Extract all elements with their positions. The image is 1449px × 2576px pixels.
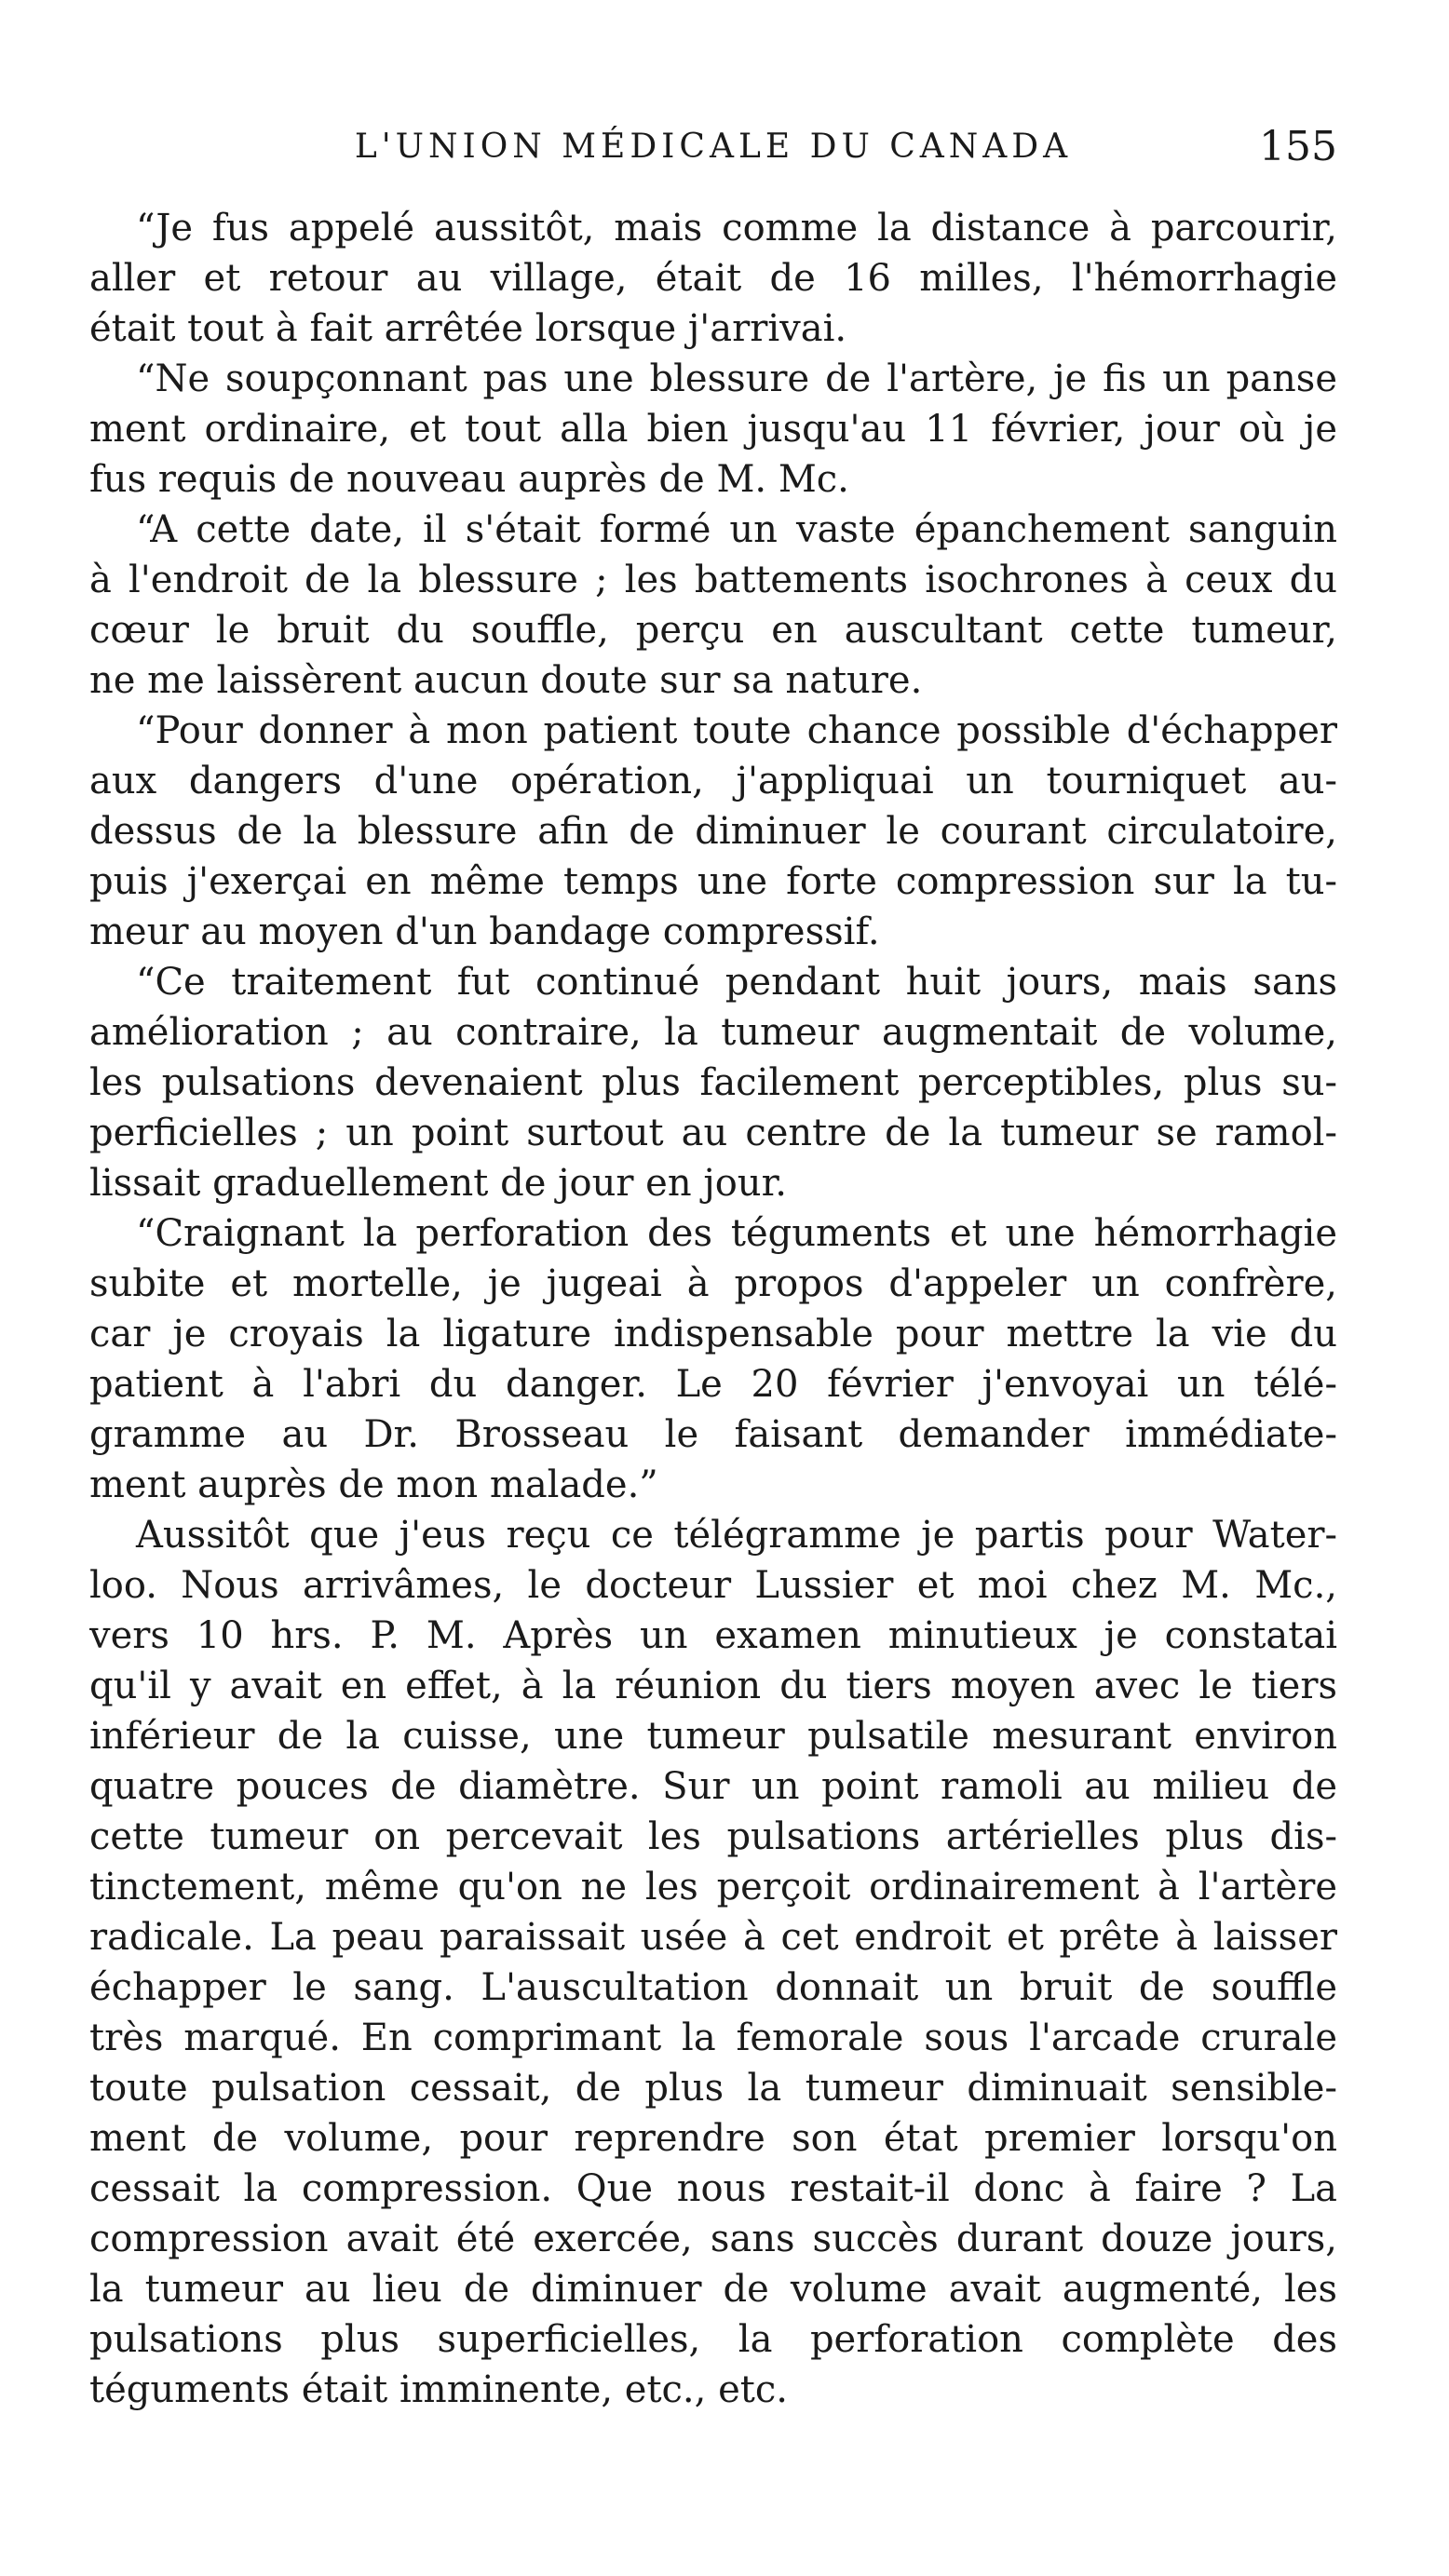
text-line: cette tumeur on percevait les pulsations artérielles plus dis- (89, 1815, 1337, 1858)
text-line: fus requis de nouveau auprès de M. Mc. (89, 458, 849, 501)
paragraph (89, 1208, 1337, 1510)
text-line: cessait la compression. Que nous restait-il donc à faire ? La (89, 2167, 1337, 2210)
text-line: pulsations plus superficielles, la perforation complète des (89, 2318, 1337, 2361)
paragraph (89, 706, 1337, 957)
text-line: les pulsations devenaient plus facilement perceptibles, plus su- (89, 1061, 1337, 1104)
text-line: gramme au Dr. Brosseau le faisant demander immédiate- (89, 1413, 1337, 1456)
paragraph (89, 1510, 1337, 2415)
text-line: tinctement, même qu'on ne les perçoit ordinairement à l'artère (89, 1866, 1337, 1908)
text-line: “Pour donner à mon patient toute chance possible d'échapper (136, 709, 1337, 752)
text-line: “Je fus appelé aussitôt, mais comme la distance à parcourir, (136, 207, 1337, 250)
paragraph (89, 957, 1337, 1208)
text-line: radicale. La peau paraissait usée à cet endroit et prête à laisser (89, 1916, 1337, 1959)
text-line: puis j'exerçai en même temps une forte compression sur la tu- (89, 860, 1337, 903)
text-line: loo. Nous arrivâmes, le docteur Lussier et moi chez M. Mc., (89, 1564, 1337, 1607)
text-line: ment ordinaire, et tout alla bien jusqu'au 11 février, jour où je (89, 408, 1337, 451)
text-line: amélioration ; au contraire, la tumeur augmentait de volume, (89, 1011, 1337, 1054)
text-line: lissait graduellement de jour en jour. (89, 1162, 788, 1205)
text-line: à l'endroit de la blessure ; les battements isochrones à ceux du (89, 559, 1337, 601)
paragraph (89, 505, 1337, 706)
text-line: était tout à fait arrêtée lorsque j'arrivai. (89, 307, 847, 350)
text-line: “Ne soupçonnant pas une blessure de l'artère, je fis un panse (136, 357, 1337, 400)
text-line: meur au moyen d'un bandage compressif. (89, 910, 880, 953)
text-line: car je croyais la ligature indispensable pour mettre la vie du (89, 1313, 1337, 1355)
text-line: “A cette date, il s'était formé un vaste épanchement sanguin (136, 508, 1337, 551)
text-line: patient à l'abri du danger. Le 20 février j'envoyai un télé- (89, 1363, 1337, 1406)
paragraph (89, 203, 1337, 354)
paragraph (89, 354, 1337, 505)
text-line: ne me laissèrent aucun doute sur sa nature. (89, 659, 923, 702)
text-line: téguments était imminente, etc., etc. (89, 2368, 788, 2411)
text-line: subite et mortelle, je jugeai à propos d'appeler un confrère, (89, 1262, 1337, 1305)
text-line: toute pulsation cessait, de plus la tumeur diminuait sensible- (89, 2067, 1337, 2110)
text-line: perficielles ; un point surtout au centre de la tumeur se ramol- (89, 1112, 1337, 1154)
text-line: vers 10 hrs. P. M. Après un examen minutieux je constatai (89, 1614, 1337, 1657)
text-line: cœur le bruit du souffle, perçu en auscultant cette tumeur, (89, 609, 1337, 652)
text-line: la tumeur au lieu de diminuer de volume avait augmenté, les (89, 2268, 1337, 2311)
text-line: très marqué. En comprimant la femorale sous l'arcade crurale (89, 2016, 1337, 2059)
text-line: compression avait été exercée, sans succès durant douze jours, (89, 2218, 1337, 2260)
text-line: ment auprès de mon malade.” (89, 1463, 658, 1506)
text-line: inférieur de la cuisse, une tumeur pulsatile mesurant environ (89, 1715, 1337, 1758)
text-line: qu'il y avait en effet, à la réunion du tiers moyen avec le tiers (89, 1665, 1337, 1707)
text-line: dessus de la blessure afin de diminuer le courant circulatoire, (89, 810, 1337, 853)
text-line: Aussitôt que j'eus reçu ce télégramme je partis pour Water- (136, 1514, 1337, 1557)
text-line: aux dangers d'une opération, j'appliquai un tourniquet au- (89, 760, 1337, 802)
text-line: échapper le sang. L'auscultation donnait un bruit de souffle (89, 1966, 1337, 2009)
text-line: ment de volume, pour reprendre son état premier lorsqu'on (89, 2117, 1337, 2160)
journal-title: L'UNION MÉDICALE DU CANADA (354, 128, 1073, 166)
page-number: 155 (1259, 123, 1337, 170)
text-line: “Craignant la perforation des téguments et une hémorrhagie (136, 1212, 1337, 1255)
body-text (89, 203, 1337, 2415)
text-line: quatre pouces de diamètre. Sur un point ramoli au milieu de (89, 1765, 1337, 1808)
running-head (89, 119, 1337, 175)
text-line: “Ce traitement fut continué pendant huit jours, mais sans (136, 961, 1337, 1004)
text-line: aller et retour au village, était de 16 milles, l'hémorrhagie (89, 257, 1337, 300)
